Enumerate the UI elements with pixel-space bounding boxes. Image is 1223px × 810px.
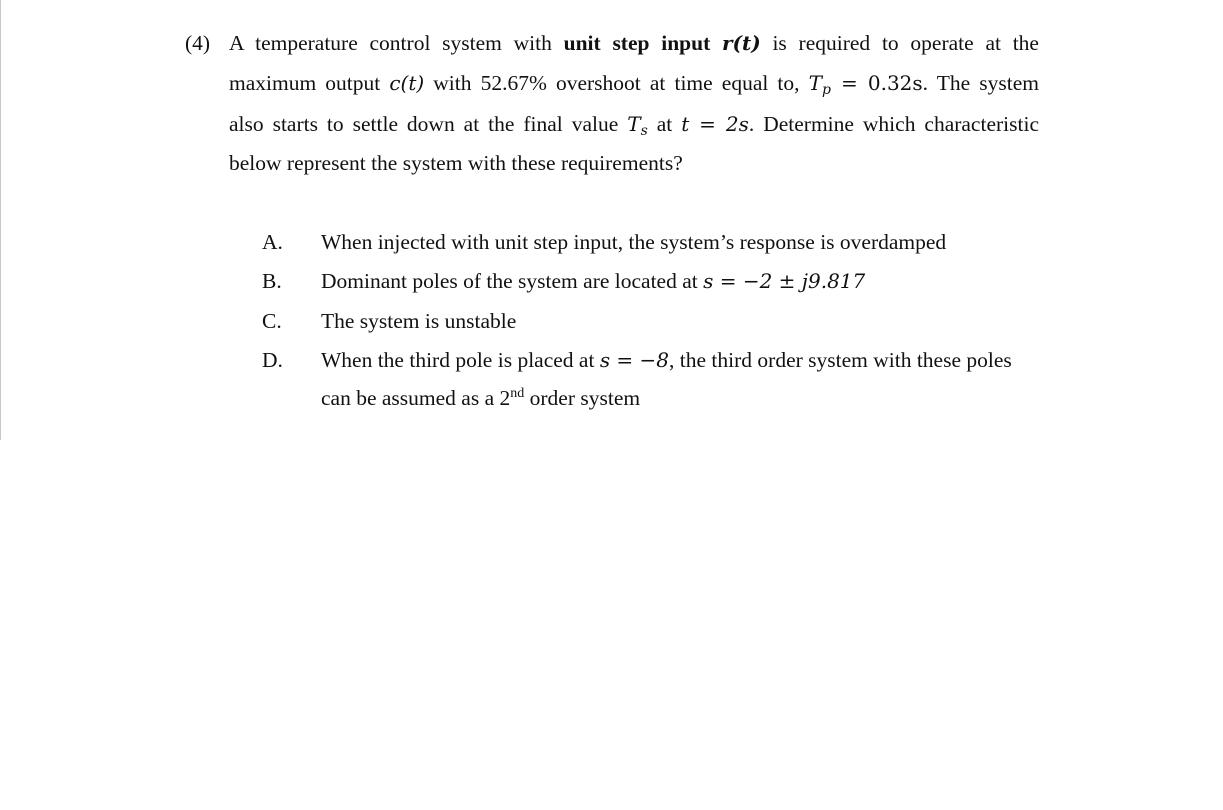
question-line-1: A temperature control system with unit step input r(t) is required to operate at the xyxy=(229,31,1039,55)
question-line-4: below represent the system with these requirements? xyxy=(229,151,683,175)
option-c-letter: C. xyxy=(262,309,282,333)
question-line-3: also starts to settle down at the final value $T_s$ at t = 2s. Determine which characteristic xyxy=(229,112,1039,139)
option-b-letter: B. xyxy=(262,269,282,293)
bold-term: unit step input xyxy=(563,31,711,55)
option-c-text: The system is unstable xyxy=(321,309,517,333)
page-left-border xyxy=(0,0,1,440)
question-line-2: maximum output c(t) with 52.67% overshoot at time equal to, $T_p = 0.32s$. The system xyxy=(229,71,1039,98)
option-a-text: When injected with unit step input, the system’s response is overdamped xyxy=(321,230,947,254)
question-number: (4) xyxy=(185,31,211,55)
option-d-letter: D. xyxy=(262,348,283,372)
option-b-text: Dominant poles of the system are located at s = −2 ± j9.817 xyxy=(321,269,866,293)
option-d-text-line-2: can be assumed as a 2nd order system xyxy=(321,386,641,410)
option-a-letter: A. xyxy=(262,230,283,254)
option-d-text: When the third pole is placed at s = −8, the third order system with these poles xyxy=(321,348,1012,372)
